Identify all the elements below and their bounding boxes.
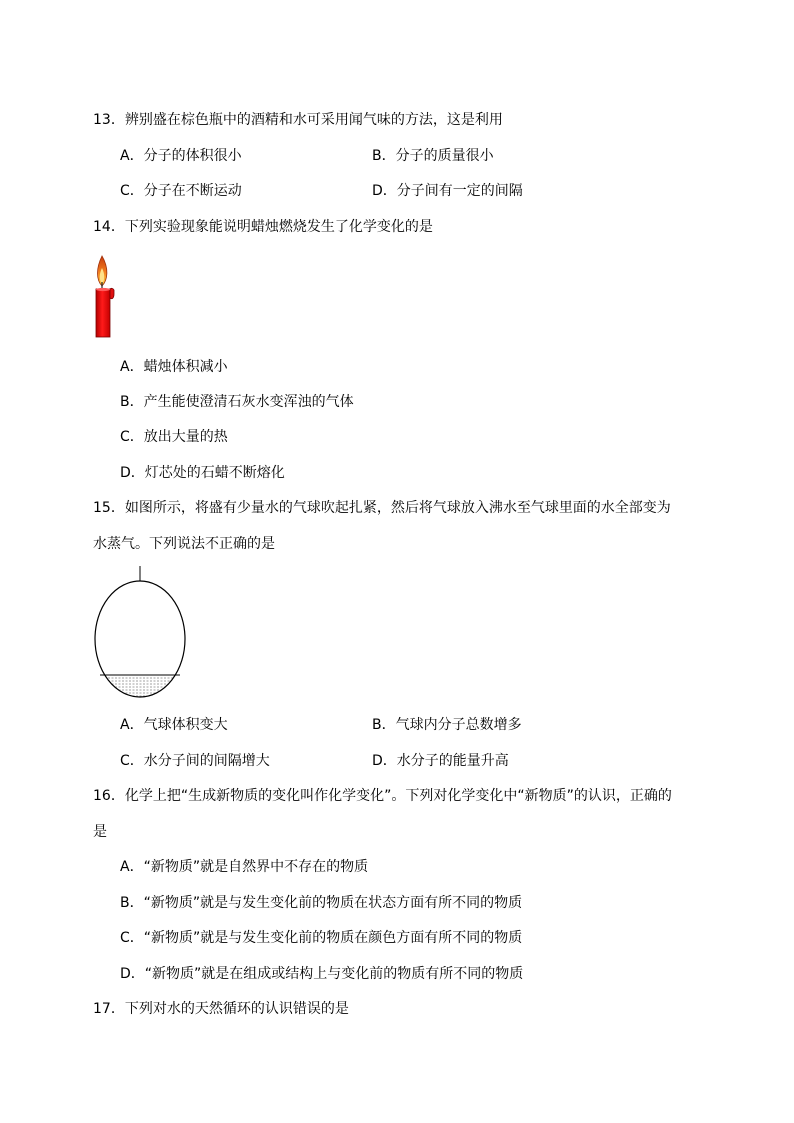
- q13-option-c: C．分子在不断运动: [120, 183, 242, 199]
- q14-option-d: D．灯芯处的石蜡不断熔化: [120, 465, 285, 481]
- q14-option-c: C．放出大量的热: [120, 429, 228, 445]
- q15-option-c: C．水分子间的间隔增大: [120, 753, 270, 769]
- q13-option-a: A．分子的体积很小: [120, 148, 242, 164]
- q15-stem-line1: 15．如图所示，将盛有少量水的气球吹起扎紧，然后将气球放入沸水至气球里面的水全部变为: [93, 500, 671, 516]
- q16-stem-line2: 是: [93, 824, 107, 840]
- q15-option-a: A．气球体积变大: [120, 717, 228, 733]
- q13-option-b: B．分子的质量很小: [372, 148, 494, 164]
- q16-option-c: C．“新物质”就是与发生变化前的物质在颜色方面有所不同的物质: [120, 930, 523, 946]
- q17-stem: 17．下列对水的天然循环的认识错误的是: [93, 1001, 349, 1017]
- q15-stem-line2: 水蒸气。下列说法不正确的是: [93, 536, 275, 552]
- q14-option-a: A．蜡烛体积减小: [120, 359, 228, 375]
- q13-option-d: D．分子间有一定的间隔: [372, 183, 523, 199]
- q16-option-d: D．“新物质”就是在组成或结构上与变化前的物质有所不同的物质: [120, 966, 524, 982]
- candle-icon: [92, 254, 120, 340]
- q16-option-a: A．“新物质”就是自然界中不存在的物质: [120, 859, 369, 875]
- q16-option-b: B．“新物质”就是与发生变化前的物质在状态方面有所不同的物质: [120, 895, 523, 911]
- q15-option-b: B．气球内分子总数增多: [372, 717, 522, 733]
- balloon-icon: [94, 564, 190, 704]
- q14-option-b: B．产生能使澄清石灰水变浑浊的气体: [120, 394, 354, 410]
- q16-stem-line1: 16．化学上把“生成新物质的变化叫作化学变化”。下列对化学变化中“新物质”的认识，正确的: [93, 788, 672, 804]
- q14-stem: 14．下列实验现象能说明蜡烛燃烧发生了化学变化的是: [93, 219, 433, 235]
- q15-option-d: D．水分子的能量升高: [372, 753, 509, 769]
- q13-stem: 13．辨别盛在棕色瓶中的酒精和水可采用闻气味的方法，这是利用: [93, 112, 503, 128]
